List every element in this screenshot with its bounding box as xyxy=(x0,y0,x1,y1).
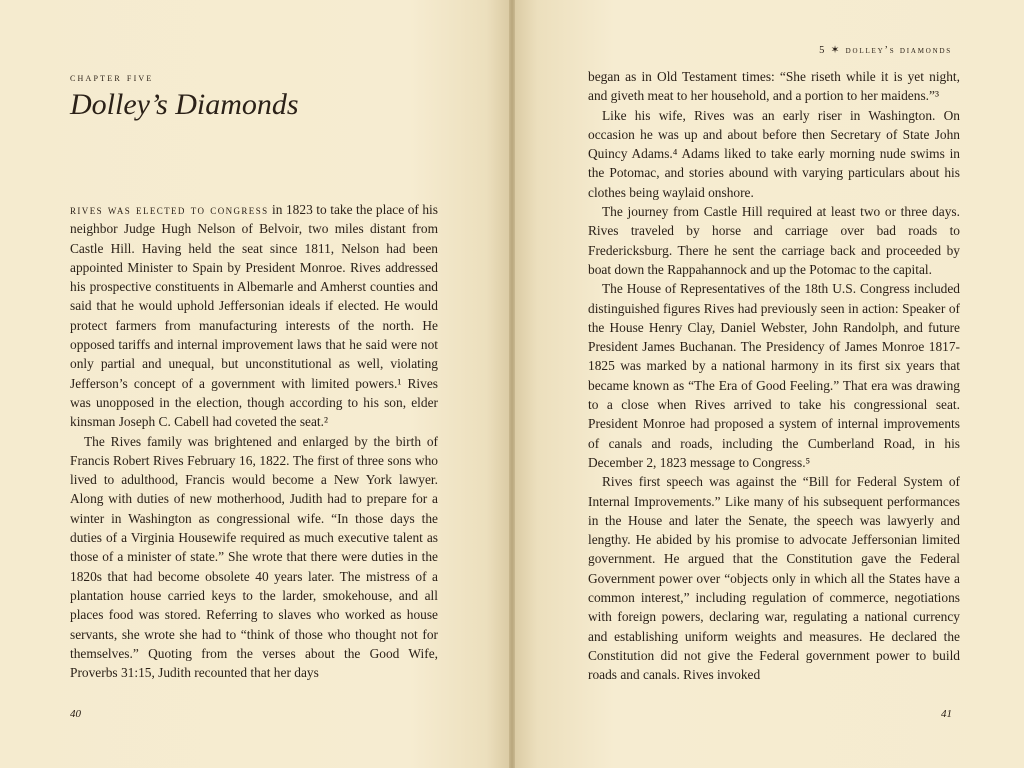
paragraph: The Rives family was brightened and enlarged by the birth of Francis Robert Rives February 16, 1822. The first of three sons who lived to adulthood, Francis would become a New York lawyer. Along with duties of new motherhood, Judith had to prepare for a winter in Washington as congressional wife. “In those days the duties of a Virginia Housewife required as much executive talent as those of a minister of state.” She wrote that there were duties in the 1820s that had become obsolete 40 years later. The mistress of a plantation house carried keys to the larder, smokehouse, and all places food was stored. Referring to slaves who worked as house servants, she wrote she had to “think of those who thought not for themselves.” Quoting from the verses about the Good Wife, Proverbs 31:15, Judith recounted that her days xyxy=(70,433,438,681)
paragraph: began as in Old Testament times: “She riseth while it is yet night, and giveth meat to her household, and a portion to her maidens.”³ xyxy=(588,69,960,104)
page-number: 40 xyxy=(70,708,81,720)
chapter-label: chapter five xyxy=(70,72,154,84)
right-page xyxy=(512,0,1024,768)
book-gutter xyxy=(509,0,515,768)
paragraph-text: in 1823 to take the place of his neighbor Judge Hugh Nelson of Belvoir, two miles distant from Castle Hill. Having held the seat since 1811, Nelson had been appointed Minister to Spain by President Monroe. Rives addressed his prospective constituents in Albemarle and Amherst counties and said that he would uphold Jeffersonian ideals if elected. He would protect farmers from manufacturing interests of the north. He opposed tariffs and internal improvement laws that he said were not only partial and unequal, but unconstitutional as well, violating Jefferson’s concept of a government with limited powers.¹ Rives was unopposed in the election, though according to his son, elder kinsman Joseph C. Cabell had coveted the seat.² xyxy=(70,202,438,430)
page-number: 41 xyxy=(941,708,952,720)
lead-in-small-caps: rives was elected to congress xyxy=(70,202,269,217)
paragraph: Like his wife, Rives was an early riser in Washington. On occasion he was up and about before then Secretary of State John Quincy Adams.⁴ Adams liked to take early morning nude swims in the Potomac, and stories abound with varying particulars about his clothes being waylaid onshore. xyxy=(588,107,960,200)
paragraph: The journey from Castle Hill required at least two or three days. Rives traveled by horse and carriage over bad roads to Fredericksburg. There he sent the carriage back and proceeded by boat down the Rappahannock and up the Potomac to the capital. xyxy=(588,204,960,277)
right-body-text xyxy=(588,67,960,685)
running-head: 5 ✶ dolley’s diamonds xyxy=(819,45,952,56)
chapter-title: Dolley’s Diamonds xyxy=(70,88,299,121)
left-body-text xyxy=(70,200,438,682)
paragraph: The House of Representatives of the 18th U.S. Congress included distinguished figures Rives had previously seen in action: Speaker of the House Henry Clay, Daniel Webster, John Randolph, and future President James Buchanan. The Presidency of James Monroe 1817-1825 was marked by a national harmony in its first six years that became known as “The Era of Good Feeling.” That era was drawing to a close when Rives arrived to take his congressional seat. President Monroe had proposed a system of internal improvements of canals and roads, including the Cumberland Road, in his December 2, 1823 message to Congress.⁵ xyxy=(588,281,960,470)
paragraph xyxy=(70,200,438,432)
paragraph: Rives first speech was against the “Bill for Federal System of Internal Improvements.” Like many of his subsequent performances in the House and later the Senate, the speech was lawyerly and lengthy. He abided by his promise to advocate Jeffersonian limited government. He argued that the Constitution gave the Federal Government power over “objects only in which all the States have a common interest,” including regulation of commerce, negotiations with foreign powers, declaring war, regulating a national currency and establishing uniform weights and measures. He declared the Constitution did not give the Federal government power to build roads and canals. Rives invoked xyxy=(588,474,960,683)
